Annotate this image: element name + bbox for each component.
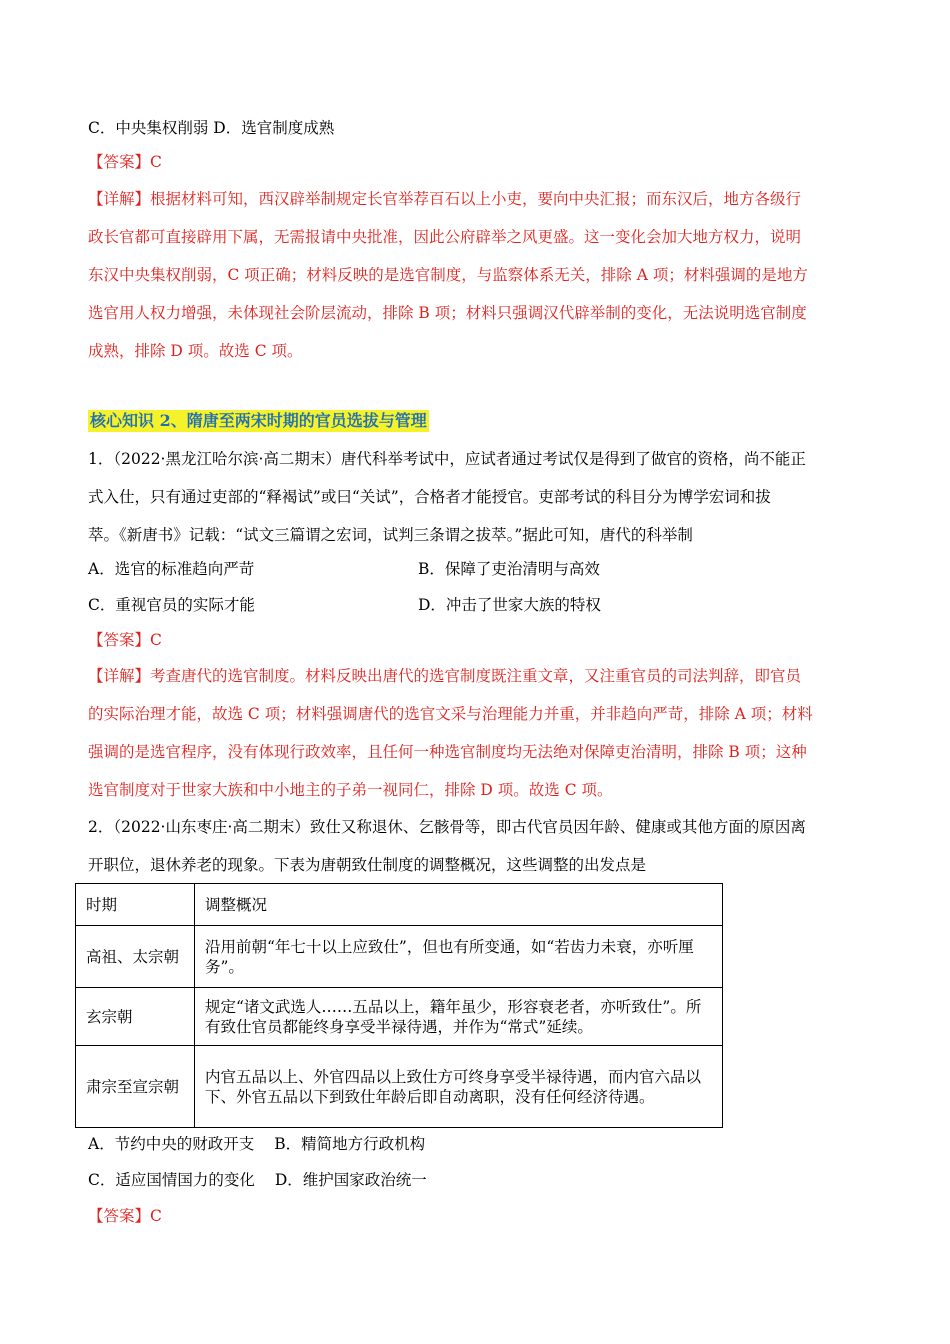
table-cell-period: 肃宗至宣宗朝 — [76, 1046, 195, 1128]
table-row — [76, 1046, 723, 1128]
q1-option-b: B．保障了吏治清明与高效 — [418, 560, 600, 578]
table-header-cell: 时期 — [76, 884, 195, 926]
q2-options-row — [88, 1170, 863, 1190]
answer-label: 【答案】 — [88, 1207, 151, 1225]
section-heading: 核心知识 2、隋唐至两宋时期的官员选拔与管理 — [90, 411, 427, 430]
detail-label: 【详解】 — [88, 667, 151, 685]
table-row — [76, 988, 723, 1046]
table-cell-detail: 沿用前朝“年七十以上应致仕”，但也有所变通，如“若齿力未衰，亦听厘务”。 — [195, 926, 723, 988]
q1-option-d: D．冲击了世家大族的特权 — [418, 596, 601, 614]
q1-detail-line: 强调的是选官程序，没有体现行政效率，且任何一种选官制度均无法绝对保障吏治清明，排除 B 项；这种 — [88, 743, 807, 761]
table-cell-period: 高祖、太宗朝 — [76, 926, 195, 988]
q2-stem-line: 开职位，退休养老的现象。下表为唐朝致仕制度的调整概况，这些调整的出发点是 — [88, 856, 647, 874]
q1-option-c: C．重视官员的实际才能 — [88, 596, 255, 614]
q1-options-row — [88, 595, 863, 615]
q2-option-d: D．维护国家政治统一 — [274, 1171, 427, 1189]
prev-detail-line: 【详解】根据材料可知，西汉辟举制规定长官举荐百石以上小吏，要向中央汇报；而东汉后，地方各级行 — [88, 190, 802, 208]
q2-options-row — [88, 1134, 863, 1154]
q2-option-b: B．精简地方行政机构 — [274, 1135, 426, 1153]
q1-detail-line: 的实际治理才能，故选 C 项；材料强调唐代的选官文采与治理能力并重，并非趋向严苛，排除 A 项；材料 — [88, 705, 813, 723]
prev-options-line: C．中央集权削弱 D．选官制度成熟 — [88, 119, 335, 137]
zhishi-table — [75, 883, 723, 1128]
table-cell-detail: 规定“诸文武选人……五品以上，籍年虽少，形容衰老者，亦听致仕”。所有致仕官员都能终身享受半禄待遇，并作为“常式”延续。 — [195, 988, 723, 1046]
prev-detail-line: 成熟，排除 D 项。故选 C 项。 — [88, 342, 303, 360]
answer-value: C — [150, 631, 162, 649]
answer-value: C — [150, 153, 162, 171]
answer-value: C — [150, 1207, 162, 1225]
table-header-row — [76, 884, 723, 926]
table-cell-period: 玄宗朝 — [76, 988, 195, 1046]
q1-options-row — [88, 559, 863, 579]
q1-detail-line: 【详解】考查唐代的选官制度。材料反映出唐代的选官制度既注重文章，又注重官员的司法判辞，即官员 — [88, 667, 802, 685]
table-cell-detail: 内官五品以上、外官四品以上致仕方可终身享受半禄待遇，而内官六品以下、外官五品以下到致仕年龄后即自动离职，没有任何经济待遇。 — [195, 1046, 723, 1128]
table-header-cell: 调整概况 — [195, 884, 723, 926]
q1-option-a: A．选官的标准趋向严苛 — [88, 560, 255, 578]
answer-label: 【答案】 — [88, 153, 151, 171]
prev-detail-line: 选官用人权力增强，未体现社会阶层流动，排除 B 项；材料只强调汉代辟举制的变化，无法说明选官制度 — [88, 304, 807, 322]
prev-detail-line: 政长官都可直接辟用下属，无需报请中央批准，因此公府辟举之风更盛。这一变化会加大地方权力，说明 — [88, 228, 802, 246]
detail-label: 【详解】 — [88, 190, 151, 208]
q1-answer — [88, 630, 863, 650]
q1-stem-line: 1．（2022·黑龙江哈尔滨·高二期末）唐代科举考试中，应试者通过考试仅是得到了做官的资格，尚不能正 — [88, 450, 806, 468]
answer-label: 【答案】 — [88, 631, 151, 649]
q2-stem-line: 2．（2022·山东枣庄·高二期末）致仕又称退休、乞骸骨等，即古代官员因年龄、健康或其他方面的原因离 — [88, 818, 806, 836]
table-row — [76, 926, 723, 988]
prev-answer — [88, 152, 863, 172]
q1-stem-line: 式入仕，只有通过吏部的“释褐试”或曰“关试”，合格者才能授官。吏部考试的科目分为博学宏词和拔 — [88, 488, 771, 506]
q2-option-a: A．节约中央的财政开支 — [88, 1135, 255, 1153]
q2-option-c: C．适应国情国力的变化 — [88, 1171, 255, 1189]
prev-detail-line: 东汉中央集权削弱，C 项正确；材料反映的是选官制度，与监察体系无关，排除 A 项；材料强调的是地方 — [88, 266, 808, 284]
q2-answer — [88, 1206, 863, 1226]
q1-detail-line: 选官制度对于世家大族和中小地主的子弟一视同仁，排除 D 项。故选 C 项。 — [88, 781, 613, 799]
q1-stem-line: 萃。《新唐书》记载：“试文三篇谓之宏词，试判三条谓之拔萃。”据此可知，唐代的科举制 — [88, 526, 693, 544]
